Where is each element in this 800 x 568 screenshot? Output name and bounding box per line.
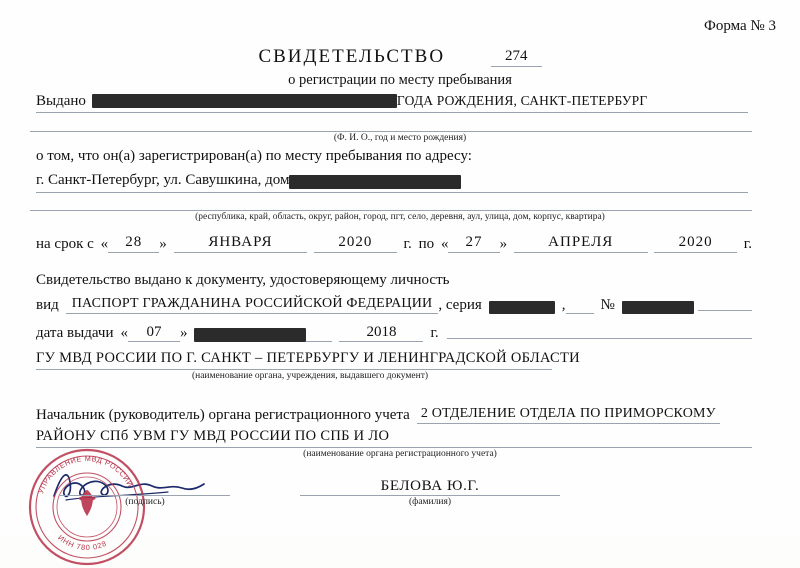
issuing-authority-hint: (наименование органа, учреждения, выдавшего документ)	[191, 371, 429, 381]
term-to-day: 27	[448, 234, 499, 253]
redacted-series	[489, 301, 555, 314]
surname-rule	[300, 495, 560, 496]
identity-kind-value: ПАСПОРТ ГРАЖДАНИНА РОССИЙСКОЙ ФЕДЕРАЦИИ	[66, 296, 439, 314]
identity-comma: ,	[561, 297, 566, 313]
quote-open-from: «	[100, 236, 109, 252]
term-to-year-mark: г.	[743, 236, 753, 252]
fio-rule	[30, 131, 752, 132]
address-text: г. Санкт-Петербург, ул. Савушкина, дом	[36, 172, 290, 188]
identity-doc-row	[36, 296, 752, 314]
stamp-text-top: УПРАВЛЕНИЕ МВД РОССИИ	[36, 453, 136, 495]
term-from-year: 2020	[314, 234, 397, 253]
address-hint-rule	[30, 210, 752, 211]
identity-number-label: №	[600, 297, 615, 313]
official-surname: БЕЛОВА Ю.Г.	[380, 478, 480, 494]
quote-open-to: «	[440, 236, 449, 252]
redacted-number	[622, 301, 694, 314]
issued-label: Выдано	[36, 93, 86, 109]
redacted-name	[92, 94, 397, 108]
chief-label: Начальник (руководитель) органа регистрационного учета	[36, 407, 410, 423]
issued-rule	[36, 112, 748, 113]
issue-year: 2018	[339, 324, 423, 342]
page-title: СВИДЕТЕЛЬСТВО	[258, 46, 446, 67]
official-round-stamp	[26, 446, 148, 568]
registration-statement: о том, что он(а) зарегистрирован(а) по месту пребывания по адресу:	[36, 148, 472, 164]
quote-open-issue: «	[120, 325, 128, 341]
chief-authority-line2: РАЙОНУ СПб УВМ ГУ МВД РОССИИ ПО СПБ И ЛО	[36, 428, 390, 444]
fio-hint: (Ф. И. О., год и место рождения)	[333, 133, 467, 143]
address-rule	[36, 192, 748, 193]
term-to-month: АПРЕЛЯ	[514, 234, 648, 253]
issued-birth-place: ГОДА РОЖДЕНИЯ, САНКТ-ПЕТЕРБУРГ	[396, 93, 648, 108]
term-from-year-mark: г.	[403, 236, 412, 252]
issuing-authority: ГУ МВД РОССИИ ПО Г. САНКТ – ПЕТЕРБУРГУ И ЛЕНИНГРАДСКОЙ ОБЛАСТИ	[36, 350, 580, 366]
issue-year-mark: г.	[430, 325, 439, 341]
identity-kind-label: вид	[36, 297, 59, 313]
redacted-issue-month	[194, 328, 306, 342]
issuing-authority-rule	[36, 369, 552, 370]
signature-rule	[60, 495, 230, 496]
stamp-text-bottom: ИНН 780 028	[56, 533, 109, 553]
chief-authority-line1: 2 ОТДЕЛЕНИЕ ОТДЕЛА ПО ПРИМОРСКОМУ	[417, 406, 720, 424]
quote-close-to: »	[499, 236, 508, 252]
term-prefix: на срок с	[36, 236, 94, 252]
signature-hint: (подпись)	[125, 497, 165, 507]
title-row	[0, 46, 800, 69]
identity-doc-title: Свидетельство выдано к документу, удостоверяющему личность	[36, 272, 450, 288]
redacted-house-number	[289, 175, 461, 189]
address-row	[36, 172, 748, 189]
surname-hint: (фамилия)	[409, 497, 451, 507]
address-hint: (республика, край, область, округ, район, город, пгт, село, деревня, аул, улица, дом, корпус, квартира)	[195, 212, 605, 222]
term-row	[36, 234, 752, 253]
identity-series-label: , серия	[438, 297, 482, 313]
page-subtitle: о регистрации по месту пребывания	[288, 72, 512, 88]
term-from-month: ЯНВАРЯ	[174, 234, 308, 253]
issued-to-row	[36, 93, 748, 110]
quote-close-from: »	[159, 236, 167, 252]
issue-day: 07	[128, 324, 180, 342]
form-number-label: Форма № 3	[704, 18, 776, 34]
term-from-day: 28	[108, 234, 159, 253]
identity-issue-date-row	[36, 324, 752, 342]
issue-date-label: дата выдачи	[36, 325, 114, 341]
certificate-number: 274	[491, 48, 542, 67]
quote-close-issue: »	[179, 325, 188, 341]
term-to-year: 2020	[654, 234, 737, 253]
term-middle: по	[418, 236, 435, 252]
chief-hint: (наименование органа регистрационного учета)	[303, 449, 497, 459]
chief-row	[36, 406, 752, 424]
